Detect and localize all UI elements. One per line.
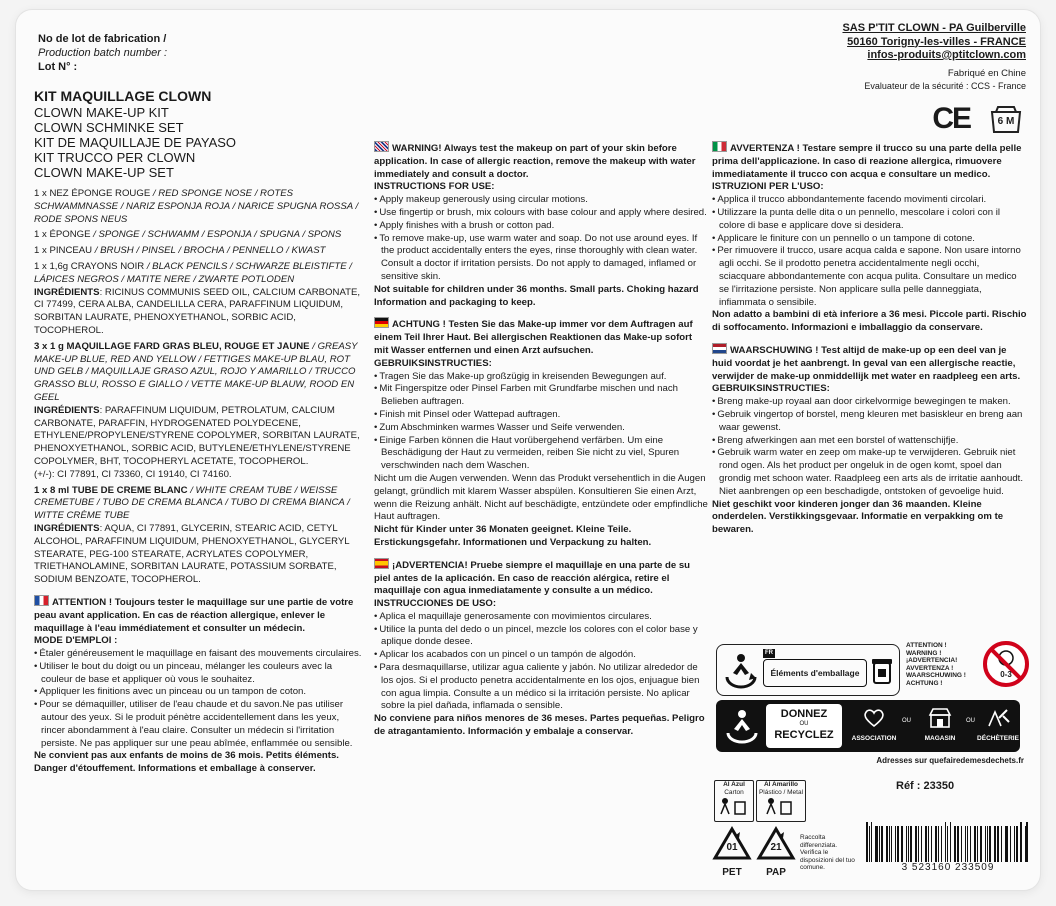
safety-evaluator: Evaluateur de la sécurité : CCS - France: [864, 81, 1026, 91]
barcode-bar: [895, 826, 896, 862]
batch-label-en: Production batch number :: [38, 47, 168, 59]
barcode-bar: [935, 826, 937, 862]
bin-person-icon-2: [757, 796, 803, 816]
emballage-label: Éléments d'emballage: [763, 659, 867, 687]
barcode-bar: [980, 826, 982, 862]
instructions-list-es: [374, 611, 708, 713]
ou-separator-1: OU: [902, 718, 911, 724]
list-item: • Finish mit Pinsel oder Wattepad auftragen.: [374, 409, 708, 422]
flag-en-icon: [374, 141, 389, 152]
list-item: • Pour se démaquiller, utiliser de l'eau chaude et du savon.Ne pas utiliser autour des yeux. Si le produit pénètre accidentellement dans les yeux, rincer abondamment à l'eau claire. Consulter un médecin si l'irritation persiste. Ne pas appliquer sur une peau abîmée, enflammée ou sensible.: [34, 699, 364, 750]
raccolta-note: Raccolta differenziata. Verifica le disposizioni del tuo comune.: [800, 834, 855, 871]
alu-azul-sub: Carton: [724, 788, 744, 796]
instructions-list-it: [712, 194, 1028, 309]
footer-es: No conviene para niños menores de 36 meses. Partes pequeñas. Peligro de atragantamiento. Información y embalaje a conservar.: [374, 713, 705, 738]
content-brush: 1 x PINCEAU / BRUSH / PINSEL / BROCHA / PENNELLO / KWAST: [34, 245, 326, 257]
pet-label: PET: [722, 867, 742, 878]
footer-nl: Niet geschikt voor kinderen jonger dan 36 maanden. Kleine onderdelen. Verstikkingsgevaar. Informatie en verpakking om te bewaren.: [712, 498, 1004, 536]
list-item: • Utilice la punta del dedo o un pincel, mezcle los colores con el color base y aplique donde desee.: [374, 624, 708, 650]
warning-nl: WAARSCHUWING ! Test altijd de make-up op een deel van je huid voordat je het aanbrengt. In geval van een allergische reactie, verwijder de make-up onmiddellijk met water en raadpleeg een arts.: [712, 344, 1021, 382]
list-item: • Apply makeup generously using circular motions.: [374, 194, 708, 207]
instructions-list-en: [374, 194, 708, 284]
list-item: • Breng make-up royaal aan door cirkelvormige bewegingen te maken.: [712, 396, 1028, 409]
barcode-bar: [1014, 826, 1015, 862]
section-es: [374, 558, 708, 739]
footer-fr: Ne convient pas aux enfants de moins de 36 mois. Petits éléments. Danger d'étouffement. Informations et emballage à conserver.: [34, 750, 339, 775]
footer-de: Nicht für Kinder unter 36 Monaten geeignet. Kleine Teile. Erstickungsgefahr. Informationen und Verpackung zu halten.: [374, 524, 652, 548]
barcode-bar: [901, 826, 903, 862]
pao-label: 6 M: [997, 116, 1015, 127]
instructions-title-de: GEBRUIKSINSTRUCTIES:: [374, 357, 492, 369]
barcode-bar: [918, 826, 919, 862]
instructions-list-fr: [34, 648, 364, 750]
barcode-bar: [866, 822, 868, 862]
barcode-bar: [1005, 826, 1006, 862]
triman-box: [716, 644, 900, 696]
heart-hand-icon: [861, 706, 887, 730]
section-nl: [712, 343, 1028, 537]
pet-recycle-mark: [712, 826, 752, 882]
warning-fr: ATTENTION ! Toujours tester le maquillage sur une partie de votre peau avant application. En cas de réaction allergique, enlever le maquillage à l'eau immédiatement et consulter un médecin.: [34, 596, 354, 634]
barcode-bar: [1001, 826, 1002, 862]
barcode-bar: [931, 826, 932, 862]
barcode-digits: 3 523160 233509: [901, 862, 995, 873]
warning-multilang: ATTENTION ! WARNING ! ¡ADVERTENCIA! AVVERTENZA ! WAARSCHUWING ! ACHTUNG !: [906, 642, 966, 687]
list-item: • Applica il trucco abbondantemente facendo movimenti circolari.: [712, 194, 1028, 207]
list-item: • Utilizzare la punta delle dita o un pennello, mescolare i colori con il colore di base e applicare dove si desidera.: [712, 207, 1028, 233]
product-title-it: KIT TRUCCO PER CLOWN: [34, 150, 196, 165]
list-item: • Breng afwerkingen aan met een borstel of wattenschijfje.: [712, 435, 1028, 448]
content-pencils: 1 x 1,6g CRAYONS NOIR / BLACK PENCILS / SCHWARZE BLEISTIFTE / LÁPICES NEGROS / MATITE NERE / ZWARTE POTLODEN: [34, 260, 352, 285]
product-title-en: CLOWN MAKE-UP KIT: [34, 105, 169, 120]
pap-label: PAP: [766, 867, 786, 878]
batch-info: [38, 32, 167, 74]
magasin-item: [916, 706, 964, 742]
triman-icon: [723, 651, 759, 689]
flag-fr-icon: [34, 595, 49, 606]
middle-column: [374, 141, 708, 747]
yellow-bin-icon: [871, 657, 893, 685]
barcode-bar: [897, 826, 899, 862]
content-sponge: 1 x ÉPONGE / SPONGE / SCHWAMM / ESPONJA / SPUGNA / SPONS: [34, 229, 342, 241]
alu-azul-box: [714, 780, 754, 822]
barcode-bar: [950, 822, 951, 862]
barcode-bar: [875, 826, 877, 862]
warning-es: ¡ADVERTENCIA! Pruebe siempre el maquillaje en una parte de su piel antes de la aplicación. En caso de reacción alérgica, retire el maquillaje con agua inmediatamente y consulte a un médico.: [374, 559, 691, 597]
flag-es-icon: [374, 558, 389, 569]
list-item: • To remove make-up, use warm water and soap. Do not use around eyes. If the product accidentally enters the eyes, rinse thoroughly with clean water. Consult a doctor if irritation persists. Do not apply to damaged, inflamed or sensitive skin.: [374, 233, 708, 284]
company-address: 50160 Torigny-les-villes - FRANCE: [847, 35, 1026, 48]
barcode-bar: [994, 826, 996, 862]
instructions-title-it: ISTRUZIONI PER L'USO:: [712, 181, 824, 193]
product-title-es: KIT DE MAQUILLAJE DE PAYASO: [34, 135, 237, 150]
product-title: KIT MAQUILLAGE CLOWN: [34, 88, 212, 104]
barcode-bars: [866, 822, 1030, 862]
donnez-label: DONNEZ: [780, 708, 828, 720]
packaging-back: [16, 10, 1040, 890]
list-item: • Gebruik vingertop of borstel, meng kleuren met basiskleur en breng aan waar gewenst.: [712, 409, 1028, 435]
list-item: • Gebruik warm water en zeep om make-up te verwijderen. Gebruik niet rond ogen. Als het product per ongeluk in de ogen komt, spoel dan grondig met schoon water. Raadpleeg een arts als de irritatie aanhoudt. Niet aanbrengen op een beschadigde, ontstoken of gevoelige huid.: [712, 447, 1028, 498]
shop-icon: [927, 706, 953, 730]
barcode-bar: [938, 826, 939, 862]
instructions-title-en: INSTRUCTIONS FOR USE:: [374, 181, 495, 193]
list-item: • Zum Abschminken warmes Wasser und Seife verwenden.: [374, 422, 708, 435]
instructions-title-es: INSTRUCCIONES DE USO:: [374, 598, 497, 610]
company-name: SAS P'TIT CLOWN - PA Guilberville: [842, 22, 1026, 34]
instructions-title-nl: GEBRUIKSINSTRUCTIES:: [712, 383, 830, 395]
barcode-bar: [941, 826, 942, 862]
batch-label-fr: No de lot de fabrication /: [38, 33, 167, 45]
barcode-bar: [1025, 826, 1026, 862]
decheterie-item: [976, 706, 1020, 742]
instructions-list-de: [374, 371, 708, 473]
barcode-bar: [1010, 826, 1011, 862]
content-tube: 1 x 8 ml TUBE DE CREME BLANC / WHITE CREAM TUBE / WEISSE CREMETUBE / TUBO DE CREMA BLANCA / TUBO DI CREMA BIANCA / WITTE CRÈME TUBE: [34, 484, 350, 522]
list-item: • Use fingertip or brush, mix colours with base colour and apply where desired.: [374, 207, 708, 220]
ingredients-grease-ci: (+/-): CI 77891, CI 73360, CI 19140, CI 74160.: [34, 468, 232, 480]
ingredients-tube: INGRÉDIENTS: AQUA, CI 77891, GLYCERIN, STEARIC ACID, CETYL ALCOHOL, PARAFFINUM LIQUIDUM, PHENOXYETHANOL, GLYCERYL STEARATE, PEG-100 STEARATE, ACRYLATES COPOLYMER, TRIETHANOLAMINE, SORBITAN LAURATE, POTASSIUM SORBATE, SODIUM BENZOATE, TOCOPHEROL.: [34, 522, 350, 586]
section-en: [374, 141, 708, 309]
decheterie-label: DÉCHÈTERIE: [977, 735, 1019, 742]
reference-number: Réf : 23350: [896, 780, 955, 792]
section-de: [374, 317, 708, 549]
barcode-bar: [967, 826, 968, 862]
barcode-bar: [915, 826, 917, 862]
barcode-bar: [871, 822, 872, 862]
list-item: • Étaler généreusement le maquillage en faisant des mouvements circulaires.: [34, 648, 364, 661]
product-title-nl: CLOWN MAKE-UP SET: [34, 165, 174, 180]
flag-de-icon: [374, 317, 389, 328]
donnez-recyclez-badge: [766, 704, 842, 748]
barcode-bar: [921, 826, 922, 862]
footer-en: Not suitable for children under 36 months. Small parts. Choking hazard Information and packaging to keep.: [374, 283, 699, 308]
product-title-de: CLOWN SCHMINKE SET: [34, 120, 184, 135]
barcode-bar: [987, 826, 988, 862]
magasin-label: MAGASIN: [924, 735, 956, 742]
waste-address-link: Adresses sur quefairedemesdechets.fr: [876, 756, 1024, 765]
warning-it: AVVERTENZA ! Testare sempre il trucco su una parte della pelle prima dell'applicazione. In caso di reazione allergica, rimuovere immediatamente il trucco con acqua e consultare un medico.: [712, 143, 1022, 180]
list-item: • Aplicar los acabados con un pincel o un tampón de algodón.: [374, 649, 708, 662]
info-tri-box: [716, 700, 1020, 752]
content-nose: 1 x NEZ ÉPONGE ROUGE / RED SPONGE NOSE / ROTES SCHWAMMNASSE / NARIZ ESPONJA ROJA / NARICE SPUGNA ROSSA / RODE SPONS NEUS: [34, 188, 359, 225]
ou-label: OU: [799, 721, 809, 727]
instructions-list-nl: [712, 396, 1028, 498]
instructions-title-fr: MODE D'EMPLOI :: [34, 635, 118, 647]
age-warning-icon: [982, 640, 1030, 688]
extra-de: Nicht um die Augen verwenden. Wenn das Produkt versehentlich in die Augen gelangt, gründlich mit klarem Wasser abspülen. Konsultieren Sie einen Arzt, wenn die Reizung anhält. Nicht auf beschädigte, entzündete oder empfindliche Haut auftragen.: [374, 472, 708, 523]
made-in: Fabriqué en Chine: [947, 67, 1026, 79]
barcode-bar: [869, 826, 870, 862]
ou-separator-2: OU: [966, 718, 975, 724]
list-item: • Utiliser le bout du doigt ou un pinceau, mélanger les couleurs avec la couleur de base et appliquer où vous le souhaitez.: [34, 661, 364, 687]
warning-en: WARNING! Always test the makeup on part of your skin before application. In case of allergic reaction, remove the makeup with water immediately and consult a doctor.: [374, 143, 696, 180]
list-item: • Applicare le finiture con un pennello o un tampone di cotone.: [712, 233, 1028, 246]
ingredients-pencils: INGRÉDIENTS: RICINUS COMMUNIS SEED OIL, CALCIUM CARBONATE, CI 77499, CERA ALBA, CANDELILLA CERA, PARAFFINUM LIQUIDUM, SORBITAN LAURATE, PHENOXYETHANOL, SORBIC ACID, TOCOPHEROL.: [34, 286, 361, 336]
barcode-bar: [879, 826, 880, 862]
barcode-bar: [908, 826, 909, 862]
barcode-bar: [985, 826, 986, 862]
list-item: • Einige Farben können die Haut vorübergehend verfärben. Um eine Beschädigung der Haut zu vermeiden, reiben Sie nicht zu viel, Spuren verschwinden nach dem Waschen.: [374, 435, 708, 473]
section-it: [712, 141, 1028, 335]
no-under-3-icon: [982, 640, 1030, 688]
association-label: ASSOCIATION: [851, 735, 897, 742]
list-item: • Appliquer les finitions avec un pinceau ou un tampon de coton.: [34, 686, 364, 699]
barcode: [866, 822, 1030, 873]
section-fr: [34, 595, 364, 776]
right-column: [712, 141, 1028, 545]
pet-number: 01: [726, 842, 738, 853]
barcode-bar: [961, 826, 962, 862]
barcode-bar: [974, 826, 976, 862]
barcode-bar: [881, 826, 883, 862]
ce-mark-icon: CE: [932, 102, 970, 135]
barcode-bar: [945, 822, 947, 862]
barcode-bar: [977, 826, 978, 862]
pap-recycle-mark: [756, 826, 796, 882]
flag-nl-icon: [712, 343, 727, 354]
left-column: [34, 188, 364, 784]
alu-amarillo-label: Al Amarillo: [763, 781, 799, 788]
bin-person-icon: [715, 796, 751, 816]
barcode-bar: [906, 826, 907, 862]
recycling-center-icon: [985, 706, 1011, 730]
barcode-bar: [970, 826, 971, 862]
content-grease: 3 x 1 g MAQUILLAGE FARD GRAS BLEU, ROUGE ET JAUNE / GREASY MAKE-UP BLUE, RED AND YELLOW / FETTIGES MAKE-UP BLAU, ROT UND GELB / MAQUILLAJE GRASO AZUL, ROJO Y AMARILLO / TRUCCO GRASSO BLU, ROSSO E GIALLO / VETTE MAKE-UP BLAUW, ROOD EN GEEL: [34, 340, 358, 403]
barcode-bar: [925, 826, 927, 862]
barcode-bar: [889, 826, 890, 862]
alu-amarillo-box: [756, 780, 806, 822]
barcode-bar: [1026, 822, 1028, 862]
lot-label: Lot N° :: [38, 61, 78, 73]
barcode-bar: [957, 826, 959, 862]
list-item: • Per rimuovere il trucco, usare acqua calda e sapone. Non usare intorno agli occhi. Se il prodotto penetra accidentalmente negli occhi, sciacquare abbondantemente con acqua pulita. Consultare un medico se l'irritazione persiste. Non applicare sulla pelle danneggiata, infiammata o sensibile.: [712, 245, 1028, 309]
warning-de: ACHTUNG ! Testen Sie das Make-up immer vor dem Auftragen auf einem Teil Ihrer Haut. Bei allergischen Reaktionen das Make-up sofort mit Wasser entfernen und einen Arzt aufsuchen.: [374, 319, 693, 356]
barcode-bar: [954, 826, 956, 862]
list-item: • Para desmaquillarse, utilizar agua caliente y jabón. No utilizar alrededor de los ojos. Si el producto penetra accidentalmente en los ojos, enjuague bien con agua limpia. Consulte a un médico si la irritación persiste. No aplicar sobre la piel dañada, inflamada o sensible.: [374, 662, 708, 713]
barcode-bar: [997, 826, 999, 862]
barcode-bar: [910, 826, 912, 862]
barcode-bar: [886, 826, 888, 862]
alu-amarillo-sub: Plástico / Metal: [758, 788, 804, 796]
age-label: 0-3: [1000, 670, 1012, 679]
barcode-bar: [965, 826, 967, 862]
product-titles: [34, 88, 364, 180]
barcode-bar: [989, 826, 991, 862]
recyclez-label: RECYCLEZ: [774, 729, 834, 741]
ingredients-grease: INGRÉDIENTS: PARAFFINUM LIQUIDUM, PETROLATUM, CALCIUM CARBONATE, PARAFFIN, HYDROGENATED POLYDECENE, ETHYLENE/PROPYLENE/STYRENE COPOLYMER, SORBITAN LAURATE, PHENOXYETHANOL, SORBIC ACID, BUTYLENE/ETHYLENE/STYRENE COPOLYMER, BHT, TOCOPHERYL ACETATE, TOCOPHEROL.: [34, 404, 360, 467]
barcode-bar: [1016, 826, 1018, 862]
triman-white-icon: [724, 708, 760, 744]
alu-azul-label: Al Azul: [723, 781, 745, 788]
company-info: [842, 22, 1026, 94]
list-item: • Mit Fingerspitze oder Pinsel Farben mit Grundfarbe mischen und nach Belieben auftragen.: [374, 383, 708, 409]
list-item: • Apply finishes with a brush or cotton pad.: [374, 220, 708, 233]
company-email: infos-produits@ptitclown.com: [867, 49, 1026, 61]
list-item: • Tragen Sie das Make-up großzügig in kreisenden Bewegungen auf.: [374, 371, 708, 384]
barcode-bar: [891, 826, 892, 862]
list-item: • Aplica el maquillaje generosamente con movimientos circulares.: [374, 611, 708, 624]
barcode-bar: [928, 826, 930, 862]
barcode-bar: [1006, 826, 1008, 862]
pap-number: 21: [770, 842, 782, 853]
association-item: [848, 706, 900, 742]
barcode-bar: [1020, 822, 1022, 862]
barcode-bar: [947, 826, 948, 862]
flag-it-icon: [712, 141, 727, 152]
fr-tag: FR: [765, 650, 773, 656]
footer-it: Non adatto a bambini di età inferiore a 36 mesi. Piccole parti. Rischio di soffocamento. Informazioni e imballaggio da conservare.: [712, 309, 1027, 334]
pao-icon: [988, 104, 1024, 134]
